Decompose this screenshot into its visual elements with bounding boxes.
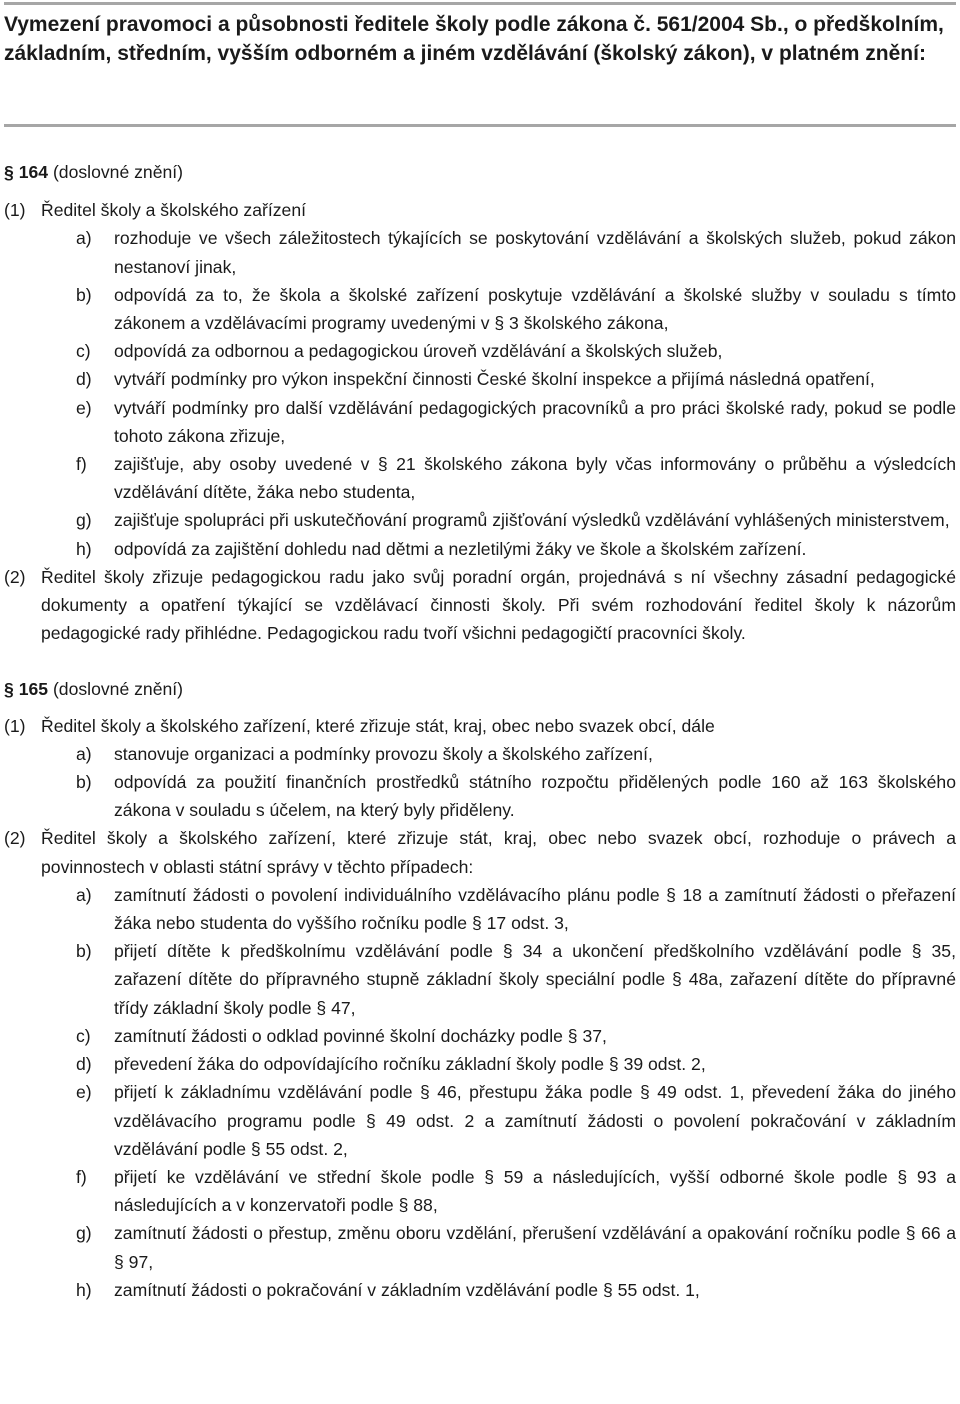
section-number: 164 [18,162,49,182]
item-text: zajišťuje spolupráci při uskutečňování programů zjišťování výsledků vzdělávání vyhlášených ministerstvem, [114,510,950,531]
section-symbol: § [4,679,14,700]
paragraph-number: (2) [4,828,26,849]
item-letter: h) [76,538,92,559]
paragraph-text: Ředitel školy a školského zařízení, které zřizuje stát, kraj, obec nebo svazek obcí, rozhoduje o právech a povinnostech v oblasti státní správy v těchto případech: [41,828,956,877]
item-letter: a) [76,228,92,249]
item-letter: g) [76,1223,92,1244]
paragraph-2 [4,563,956,648]
item-letter: e) [76,397,92,418]
section-symbol: § [4,162,14,182]
item-letter: b) [76,941,92,962]
list-item [4,768,956,824]
paragraph-1 [4,196,956,224]
item-text: zamítnutí žádosti o povolení individuálního vzdělávacího plánu podle § 18 a zamítnutí žádosti o přeřazení žáka nebo studenta do vyššího ročníku podle § 17 odst. 3, [114,884,956,934]
section-note: (doslovné znění) [52,679,184,700]
list-item [4,224,956,280]
paragraph-number: (1) [4,715,26,736]
item-text: odpovídá za to, že škola a školské zařízení poskytuje vzdělávání a školské služby v souladu s tímto zákonem a vzdělávacími programy uvedenými v § 3 školského zákona, [114,284,956,334]
item-letter: a) [76,884,92,905]
item-letter: b) [76,772,92,793]
title-divider [4,124,956,127]
list-item [4,740,956,768]
list-item [4,394,956,450]
item-text: přijetí dítěte k předškolnímu vzdělávání podle § 34 a ukončení předškolního vzdělávání podle § 35, zařazení dítěte do přípravného stupně základní školy speciální podle § 48a, zařazení dítěte do přípravné třídy základní školy podle § 47, [114,941,956,1018]
item-letter: h) [76,1279,92,1300]
item-letter: b) [76,284,92,305]
list-item [4,1219,956,1275]
item-letter: d) [76,369,92,390]
list-item [4,1050,956,1078]
list-item [4,281,956,337]
item-text: zamítnutí žádosti o odklad povinné školní docházky podle § 37, [114,1025,607,1046]
list-item [4,450,956,506]
item-letter: f) [76,1166,87,1187]
item-text: odpovídá za zajištění dohledu nad dětmi a nezletilými žáky ve škole a školském zařízení. [114,538,807,559]
item-letter: g) [76,510,92,531]
item-text: vytváří podmínky pro další vzdělávání pedagogických pracovníků a pro práci školské rady, pokud se podle tohoto zákona zřizuje, [114,397,956,446]
section-heading [4,158,956,186]
list-item [4,1276,956,1304]
paragraph-2 [4,824,956,880]
list-item [4,937,956,1022]
list-item [4,881,956,937]
item-text: přijetí k základnímu vzdělávání podle § 46, přestupu žáka podle § 49 odst. 1, převedení žáka do jiného vzdělávacího programu podle § 49 odst. 2 a zamítnutí žádosti o povolení pokračování v základním vzdělávání podle § 55 odst. 2, [114,1082,956,1159]
item-text: převedení žáka do odpovídajícího ročníku základní školy podle § 39 odst. 2, [114,1054,706,1075]
section-heading [4,675,956,703]
paragraph-number: (2) [4,566,26,587]
item-letter: c) [76,1025,91,1046]
item-letter: a) [76,743,92,764]
section-number: 165 [18,679,49,700]
item-text: odpovídá za použití finančních prostředků státního rozpočtu přidělených podle 160 až 163 školského zákona v souladu s účelem, na který byly přiděleny. [114,772,956,821]
paragraph-1 [4,712,956,740]
item-letter: d) [76,1054,92,1075]
item-text: zajišťuje, aby osoby uvedené v § 21 školského zákona byly včas informovány o průběhu a výsledcích vzdělávání dítěte, žáka nebo studenta, [114,454,956,503]
item-letter: e) [76,1082,92,1103]
paragraph-number: (1) [4,200,26,221]
list-item [4,506,956,534]
item-text: vytváří podmínky pro výkon inspekční činnosti České školní inspekce a přijímá následná opatření, [114,369,875,390]
list-item [4,1163,956,1219]
list-item [4,365,956,393]
section-164 [4,158,956,647]
section-165 [4,675,956,1303]
item-text: zamítnutí žádosti o pokračování v základním vzdělávání podle § 55 odst. 1, [114,1279,700,1300]
paragraph-text: Ředitel školy zřizuje pedagogickou radu jako svůj poradní orgán, projednává s ní všechny zásadní pedagogické dokumenty a opatření týkající se vzdělávací činnosti školy. Při svém rozhodování ředitel školy k názorům pedagogické rady přihlédne. Pedagogickou radu tvoří všichni pedagogičtí pracovníci školy. [41,566,956,644]
paragraph-text: Ředitel školy a školského zařízení [41,200,307,221]
list-item [4,1022,956,1050]
list-item [4,337,956,365]
page-title: Vymezení pravomoci a působnosti ředitele školy podle zákona č. 561/2004 Sb., o předškolním, základním, středním, vyšším odborném a jiném vzdělávání (školský zákon), v platném znění: [4,13,944,65]
item-letter: c) [76,341,91,362]
list-item [4,1078,956,1163]
item-text: stanovuje organizaci a podmínky provozu školy a školského zařízení, [114,743,653,764]
document-body [4,158,956,1304]
paragraph-text: Ředitel školy a školského zařízení, které zřizuje stát, kraj, obec nebo svazek obcí, dále [41,715,715,736]
section-note: (doslovné znění) [52,162,184,182]
item-text: přijetí ke vzdělávání ve střední škole podle § 59 a následujících, vyšší odborné škole podle § 93 a následujících a v konzervatoři podle § 88, [114,1166,956,1216]
top-divider [4,2,956,5]
list-item [4,535,956,563]
item-letter: f) [76,454,87,475]
item-text: rozhoduje ve všech záležitostech týkajících se poskytování vzdělávání a školských služeb, pokud zákon nestanoví jinak, [114,228,956,277]
item-text: odpovídá za odbornou a pedagogickou úroveň vzdělávání a školských služeb, [114,341,723,362]
item-text: zamítnutí žádosti o přestup, změnu oboru vzdělání, přerušení vzdělávání a opakování ročníku podle § 66 a § 97, [114,1223,956,1272]
